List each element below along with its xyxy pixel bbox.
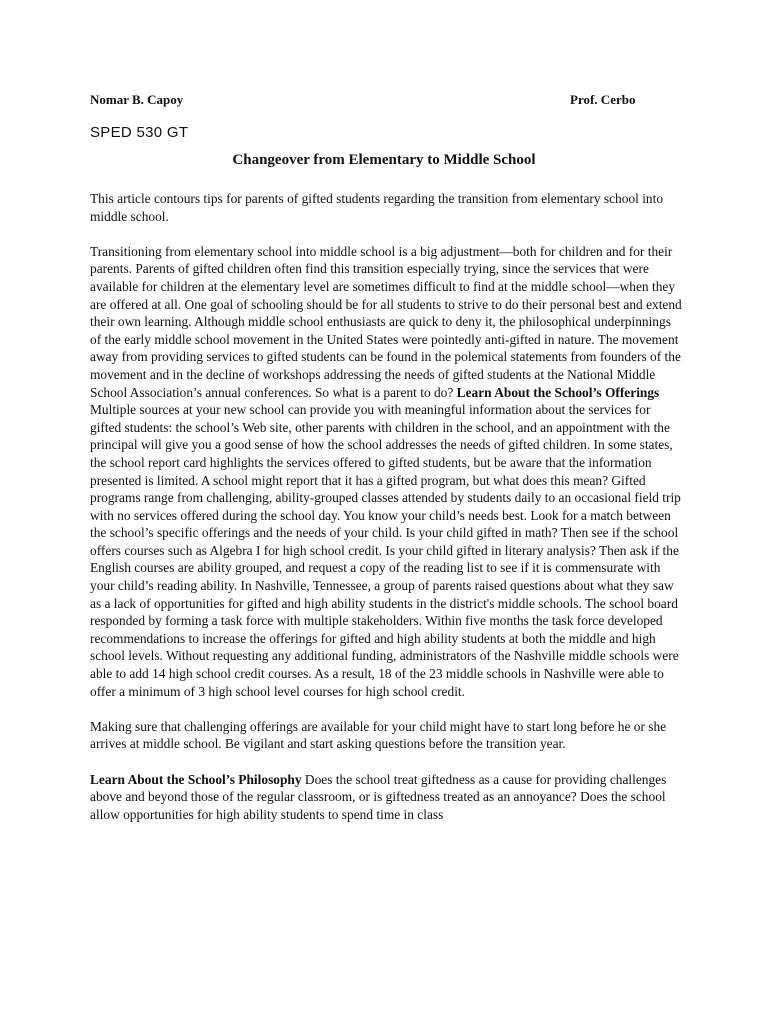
paragraph-text: Transitioning from elementary school into middle school is a big adjustment—both for children and for their parents. Parents of gifted children often find this transition especially trying, since the services that were available for children at the elementary level are sometimes difficult to find at the middle school—when they are offered at all. One goal of schooling should be for all students to strive to do their personal best and extend their own learning. Although middle school enthusiasts are quick to deny it, the philosophical underpinnings of the early middle school movement in the United States were pointedly anti-gifted in nature. The movement away from providing services to gifted students can be found in the polemical statements from founders of the movement and in the decline of workshops addressing the needs of gifted students at the National Middle School Association’s annual conferences. So what is a parent to do? — [90, 243, 682, 400]
body-paragraph: Making sure that challenging offerings are available for your child might have to start long before he or she arrives at middle school. Be vigilant and start asking questions before the transition year. — [90, 718, 667, 752]
paragraph-text: Does the school treat giftedness as a cause for providing challenges above and beyond those of the regular classroom, or is giftedness treated as an annoyance? Does the school allow opportunities for high ability students to spend time in class — [90, 771, 667, 822]
body-paragraph — [90, 771, 682, 824]
paragraph-text: Multiple sources at your new school can provide you with meaningful information about the services for gifted students: the school’s Web site, other parents with children in the school, and an appointment with the principal will give you a good sense of how the school addresses the needs of gifted children. In some states, the school report card highlights the services offered to gifted students, but be aware that the information presented is limited. A school might report that it has a gifted program, but what does this mean? Gifted programs range from challenging, ability-grouped classes attended by students daily to an occasional field trip with no services offered during the school day. You know your child’s needs best. Look for a match between the school’s specific offerings and the needs of your child. Is your child gifted in math? Then see if the school offers courses such as Algebra I for high school credit. Is your child gifted in literary analysis? Then ask if the English courses are ability grouped, and request a copy of the reading list to see if it is commensurate with your child’s reading ability. In Nashville, Tennessee, a group of parents raised questions about what they saw as a lack of opportunities for gifted and high ability students in the district's middle schools. The school board responded by forming a task force with multiple stakeholders. Within five months the task force developed recommendations to increase the offerings for gifted and high ability students at both the middle and high school levels. Without requesting any additional funding, administrators of the Nashville middle schools were able to add 14 high school credit courses. As a result, 18 of the 23 middle schools in Nashville were able to offer a minimum of 3 high school level courses for high school credit. — [90, 402, 681, 699]
author-name: Nomar B. Capoy — [90, 92, 184, 107]
section-heading-philosophy: Learn About the School’s Philosophy — [90, 771, 302, 787]
professor-name: Prof. Cerbo — [570, 92, 636, 107]
document-title: Changeover from Elementary to Middle School — [232, 152, 536, 168]
course-code: SPED 530 GT — [90, 124, 189, 141]
intro-paragraph: This article contours tips for parents of gifted students regarding the transition from elementary school into middle school. — [90, 191, 664, 224]
body-paragraph — [90, 243, 682, 700]
document-body — [90, 190, 682, 841]
section-heading-offerings: Learn About the School’s Offerings — [456, 384, 660, 400]
